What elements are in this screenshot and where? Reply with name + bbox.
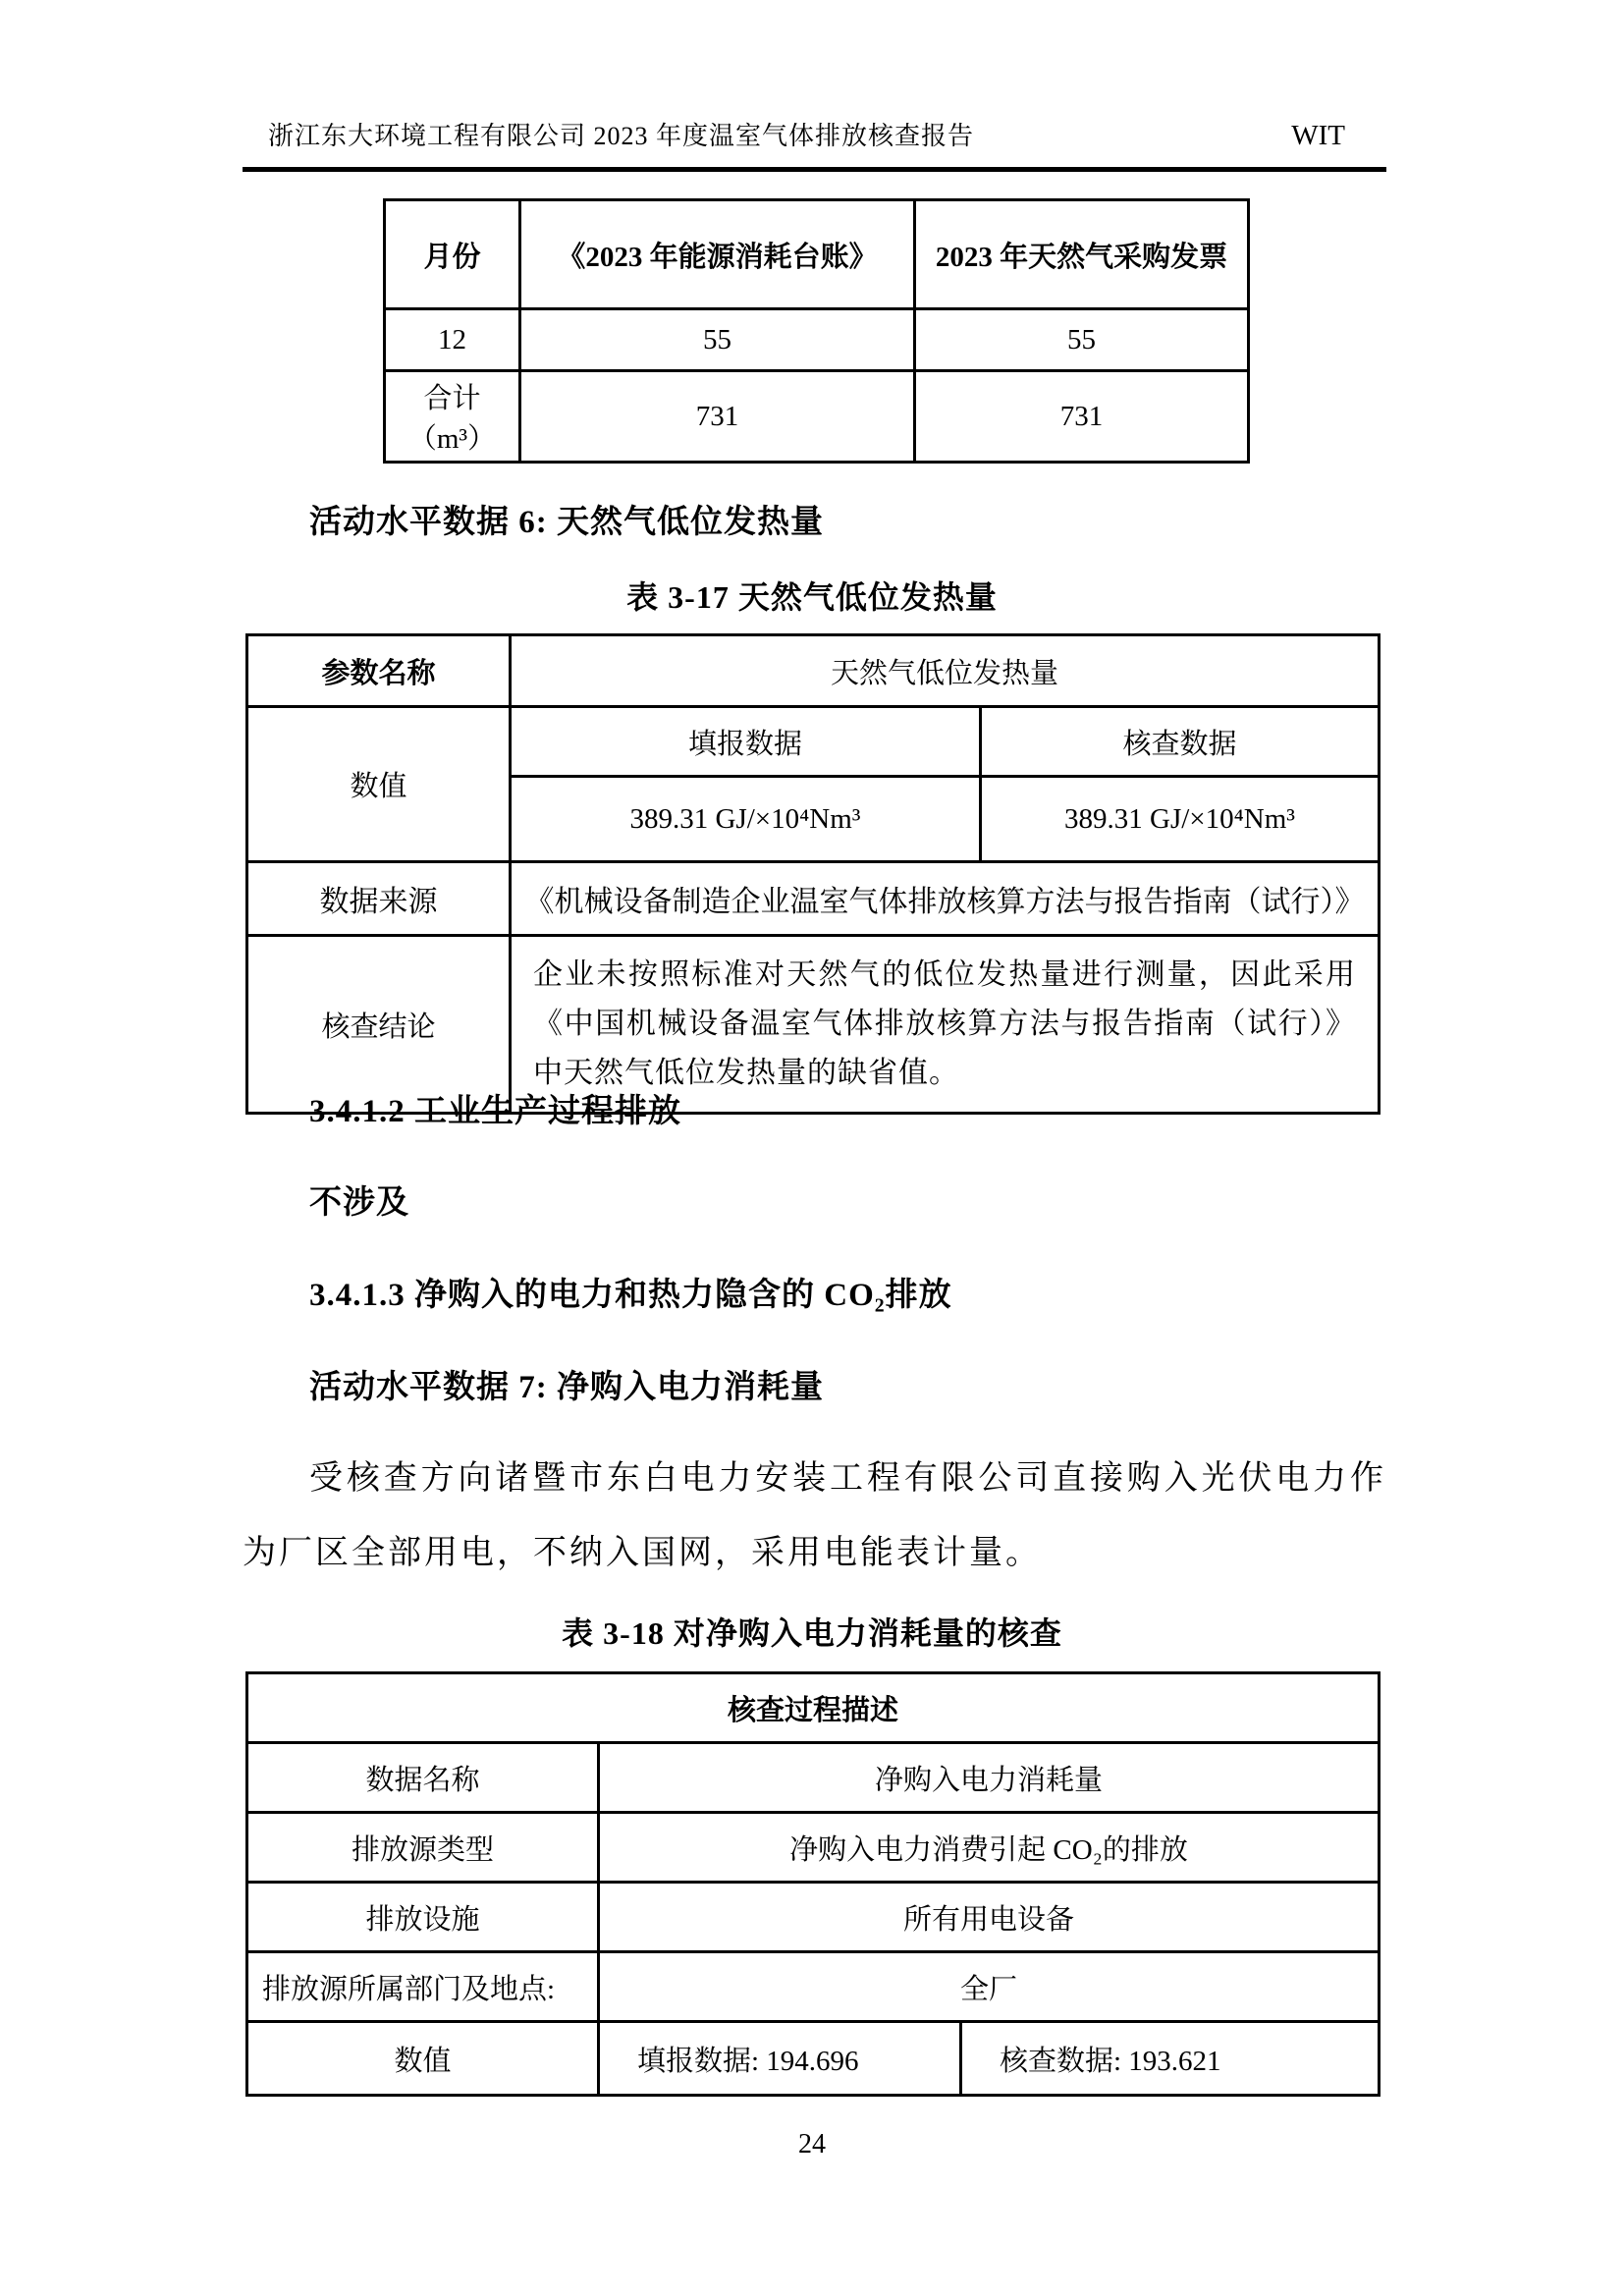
table-row-total <box>385 371 1249 463</box>
table-3-17 <box>245 633 1380 1115</box>
header-rule <box>243 167 1386 172</box>
data-name-value: 净购入电力消耗量 <box>599 1743 1380 1813</box>
param-name-value: 天然气低位发热量 <box>511 635 1380 707</box>
table-header-row <box>385 200 1249 309</box>
table-row-department <box>247 1952 1380 2022</box>
header-mark: WIT <box>1291 120 1345 151</box>
reported-value: 389.31 GJ/×10⁴Nm³ <box>511 777 981 862</box>
section-3412-heading: 3.4.1.2 工业生产过程排放 <box>309 1094 681 1129</box>
total-unit: （m³） <box>407 423 497 455</box>
conclusion-label: 核查结论 <box>247 936 511 1114</box>
source-type-label: 排放源类型 <box>247 1813 599 1883</box>
cell-invoice: 55 <box>915 309 1249 371</box>
table-3-18 <box>245 1671 1380 2097</box>
cell-ledger: 55 <box>520 309 915 371</box>
activity-data-6-heading: 活动水平数据 6: 天然气低位发热量 <box>309 505 824 540</box>
cell-month: 12 <box>385 309 520 371</box>
verified-value: 核查数据: 193.621 <box>961 2022 1380 2096</box>
facility-label: 排放设施 <box>247 1883 599 1952</box>
table-row <box>385 309 1249 371</box>
table-row-value-header <box>247 707 1380 777</box>
table-row-source-type <box>247 1813 1380 1883</box>
table-row-value <box>247 2022 1380 2096</box>
header-title: 浙江东大环境工程有限公司 2023 年度温室气体排放核查报告 <box>268 122 975 150</box>
conclusion-value: 企业未按照标准对天然气的低位发热量进行测量，因此采用《中国机械设备温室气体排放核算方法与报告指南（试行）》中天然气低位发热量的缺省值。 <box>511 936 1380 1114</box>
verified-data-label: 核查数据 <box>981 707 1380 777</box>
activity-data-7-heading: 活动水平数据 7: 净购入电力消耗量 <box>309 1370 824 1405</box>
total-label: 合计 <box>423 383 481 414</box>
table-row-parameter <box>247 635 1380 707</box>
value-label: 数值 <box>247 707 511 862</box>
reported-value: 填报数据: 194.696 <box>599 2022 961 2096</box>
department-value: 全厂 <box>599 1952 1380 2022</box>
cell-total-invoice: 731 <box>915 371 1249 463</box>
table-3-18-caption: 表 3-18 对净购入电力消耗量的核查 <box>562 1615 1062 1651</box>
param-name-label: 参数名称 <box>247 635 511 707</box>
gas-consumption-table <box>383 198 1250 464</box>
col-header-ledger: 《2023 年能源消耗台账》 <box>520 200 915 309</box>
reported-data-label: 填报数据 <box>511 707 981 777</box>
department-label: 排放源所属部门及地点: <box>247 1952 599 2022</box>
data-name-label: 数据名称 <box>247 1743 599 1813</box>
cell-total-ledger: 731 <box>520 371 915 463</box>
table-row-data-name <box>247 1743 1380 1813</box>
verification-process-header: 核查过程描述 <box>247 1673 1380 1743</box>
table-header-row <box>247 1673 1380 1743</box>
value-label: 数值 <box>247 2022 599 2096</box>
data-source-label: 数据来源 <box>247 862 511 936</box>
table-3-17-caption: 表 3-17 天然气低位发热量 <box>626 579 998 615</box>
section-3413-heading: 3.4.1.3 净购入的电力和热力隐含的 CO₂排放 <box>309 1278 952 1313</box>
data-source-value: 《机械设备制造企业温室气体排放核算方法与报告指南（试行）》 <box>511 862 1380 936</box>
page-header <box>243 116 1386 152</box>
body-paragraph: 受核查方向诸暨市东白电力安装工程有限公司直接购入光伏电力作为厂区全部用电，不纳入国网，采用电能表计量。 <box>243 1460 1386 1571</box>
col-header-month: 月份 <box>385 200 520 309</box>
cell-total-label <box>385 371 520 463</box>
section-3412-body: 不涉及 <box>309 1185 409 1221</box>
page-number: 24 <box>798 2129 826 2159</box>
col-header-invoice: 2023 年天然气采购发票 <box>915 200 1249 309</box>
table-row-facility <box>247 1883 1380 1952</box>
table-row-source <box>247 862 1380 936</box>
facility-value: 所有用电设备 <box>599 1883 1380 1952</box>
source-type-value: 净购入电力消费引起 CO₂的排放 <box>599 1813 1380 1883</box>
verified-value: 389.31 GJ/×10⁴Nm³ <box>981 777 1380 862</box>
